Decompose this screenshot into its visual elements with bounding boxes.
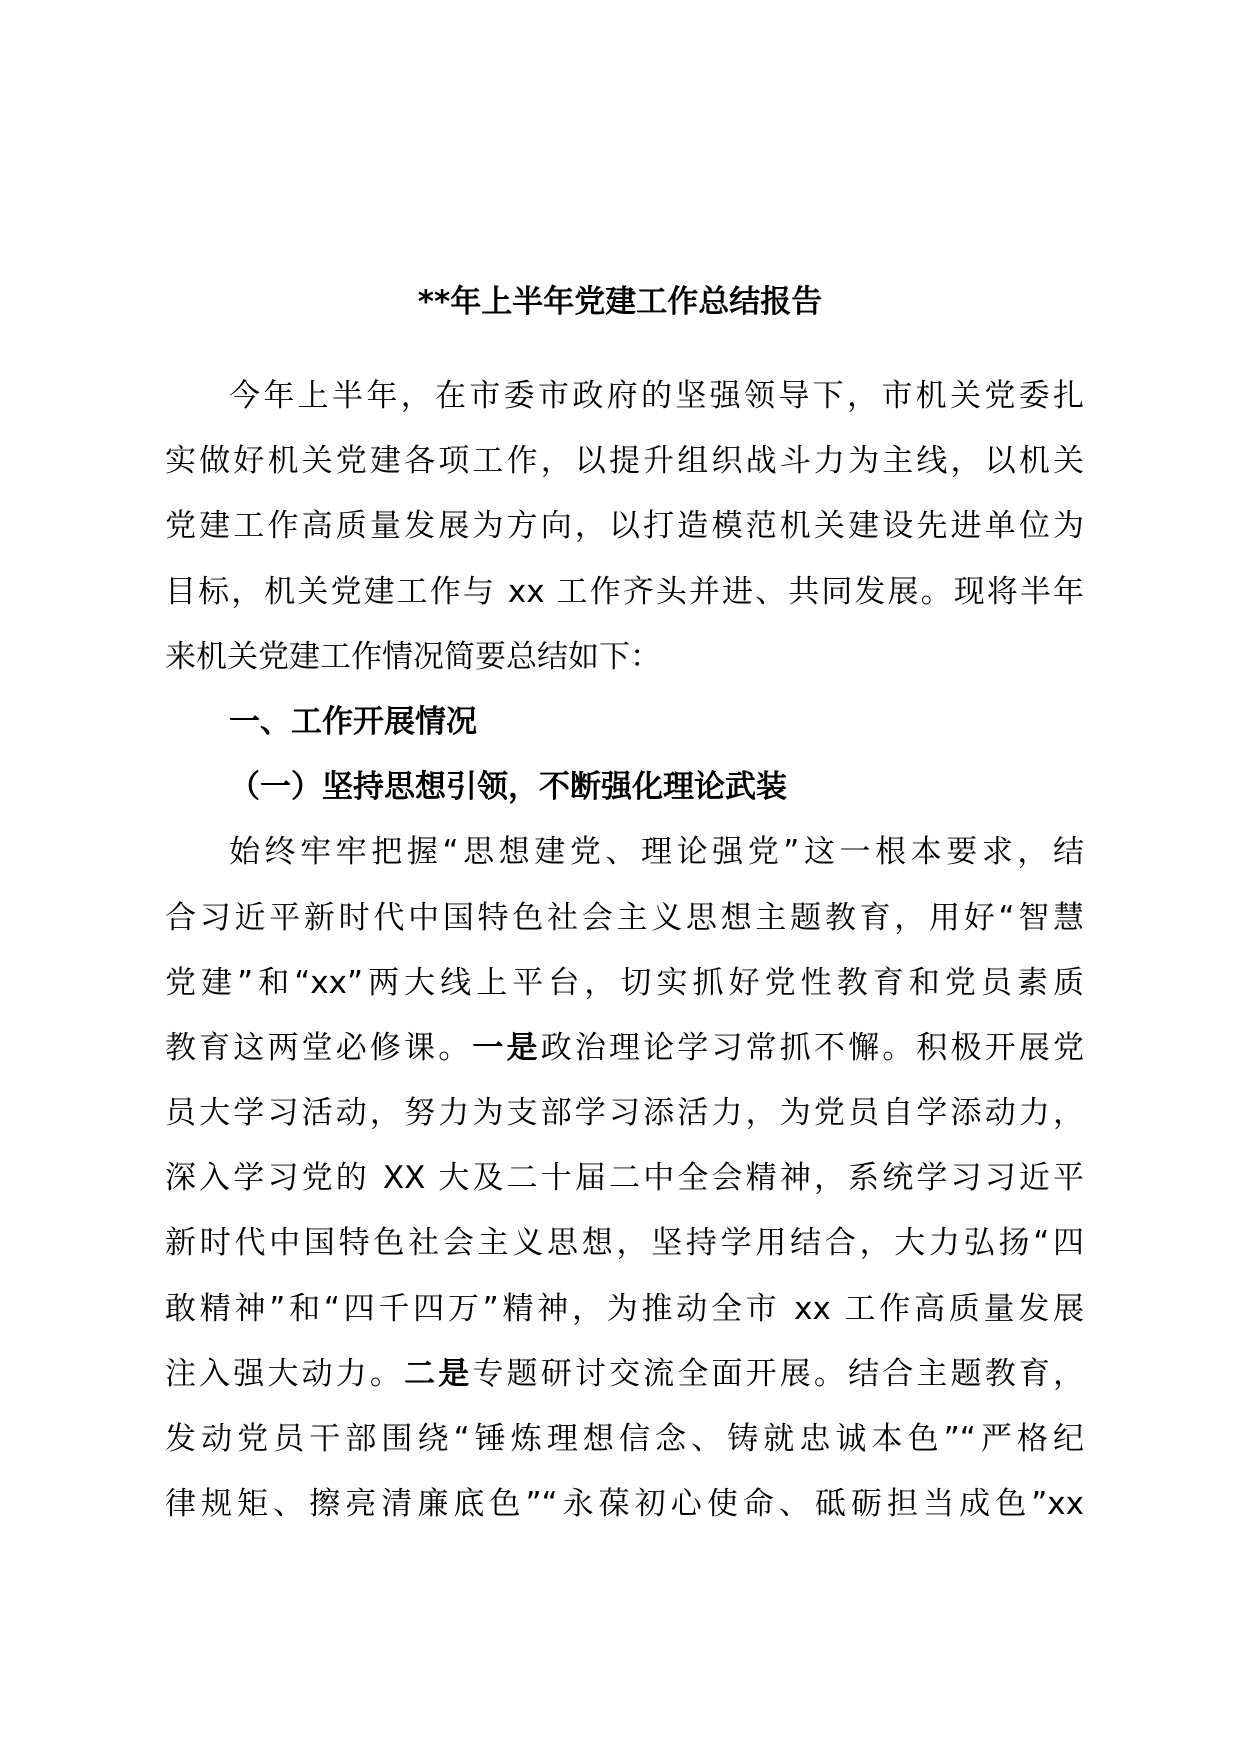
text-run: 来机关党建工作情况简要总结如下： bbox=[165, 638, 661, 675]
paragraph-line bbox=[165, 820, 1084, 885]
paragraph-line bbox=[165, 1472, 1084, 1537]
text-run: 专题研讨交流全面开展。结合主题教育， bbox=[472, 1355, 1085, 1392]
text-run: 始终牢牢把握“思想建党、理论强党”这一根本要求，结 bbox=[229, 834, 1084, 871]
text-run: 敢精神”和“四千四万”精神，为推动全市 xx 工作高质量发展 bbox=[165, 1290, 1084, 1327]
paragraph-line bbox=[165, 1081, 1084, 1146]
bold-text: 一是 bbox=[472, 1029, 541, 1066]
bold-text: （一）坚持思想引领，不断强化理论武装 bbox=[229, 769, 787, 806]
paragraph-line bbox=[165, 1407, 1084, 1472]
text-run: 发动党员干部围绕“锤炼理想信念、铸就忠诚本色”“严格纪 bbox=[165, 1421, 1084, 1457]
paragraph-line bbox=[165, 364, 1084, 429]
paragraph-line bbox=[165, 1016, 1084, 1081]
text-run: 政治理论学习常抓不懈。积极开展党 bbox=[540, 1029, 1085, 1066]
text-run: 深入学习党的 XX 大及二十届二中全会精神，系统学习习近平 bbox=[165, 1160, 1084, 1197]
section-heading bbox=[165, 690, 1084, 755]
text-run: 律规矩、擦亮清廉底色”“永葆初心使命、砥砺担当成色”xx bbox=[165, 1486, 1084, 1523]
paragraph-line bbox=[165, 429, 1084, 494]
text-run: 教育这两堂必修课。 bbox=[165, 1029, 473, 1066]
text-run: 新时代中国特色社会主义思想，坚持学用结合，大力弘扬“四 bbox=[165, 1225, 1084, 1262]
section-heading bbox=[165, 755, 1084, 820]
bold-text: 二是 bbox=[404, 1355, 473, 1392]
text-run: 今年上半年，在市委市政府的坚强领导下，市机关党委扎 bbox=[229, 378, 1084, 414]
paragraph-line bbox=[165, 1342, 1084, 1407]
text-run: 注入强大动力。 bbox=[165, 1355, 405, 1392]
paragraph-line bbox=[165, 1146, 1084, 1211]
document-body bbox=[165, 364, 1084, 1537]
paragraph-line bbox=[165, 494, 1084, 559]
text-run: 合习近平新时代中国特色社会主义思想主题教育，用好“智慧 bbox=[165, 899, 1084, 936]
text-run: 员大学习活动，努力为支部学习添活力，为党员自学添动力， bbox=[165, 1095, 1084, 1132]
paragraph-line bbox=[165, 560, 1084, 625]
text-run: 党建工作高质量发展为方向，以打造模范机关建设先进单位为 bbox=[165, 508, 1084, 545]
text-run: 目标，机关党建工作与 xx 工作齐头并进、共同发展。现将半年 bbox=[165, 573, 1084, 610]
paragraph-line bbox=[165, 951, 1084, 1016]
bold-text: 一、工作开展情况 bbox=[229, 703, 477, 740]
paragraph-line bbox=[165, 886, 1084, 951]
paragraph-line bbox=[165, 625, 1084, 690]
text-run: 实做好机关党建各项工作，以提升组织战斗力为主线，以机关 bbox=[165, 443, 1084, 480]
paragraph-line bbox=[165, 1277, 1084, 1342]
paragraph-line bbox=[165, 1211, 1084, 1276]
text-run: 党建”和“xx”两大线上平台，切实抓好党性教育和党员素质 bbox=[165, 964, 1084, 1001]
document-title: **年上半年党建工作总结报告 bbox=[417, 284, 823, 320]
